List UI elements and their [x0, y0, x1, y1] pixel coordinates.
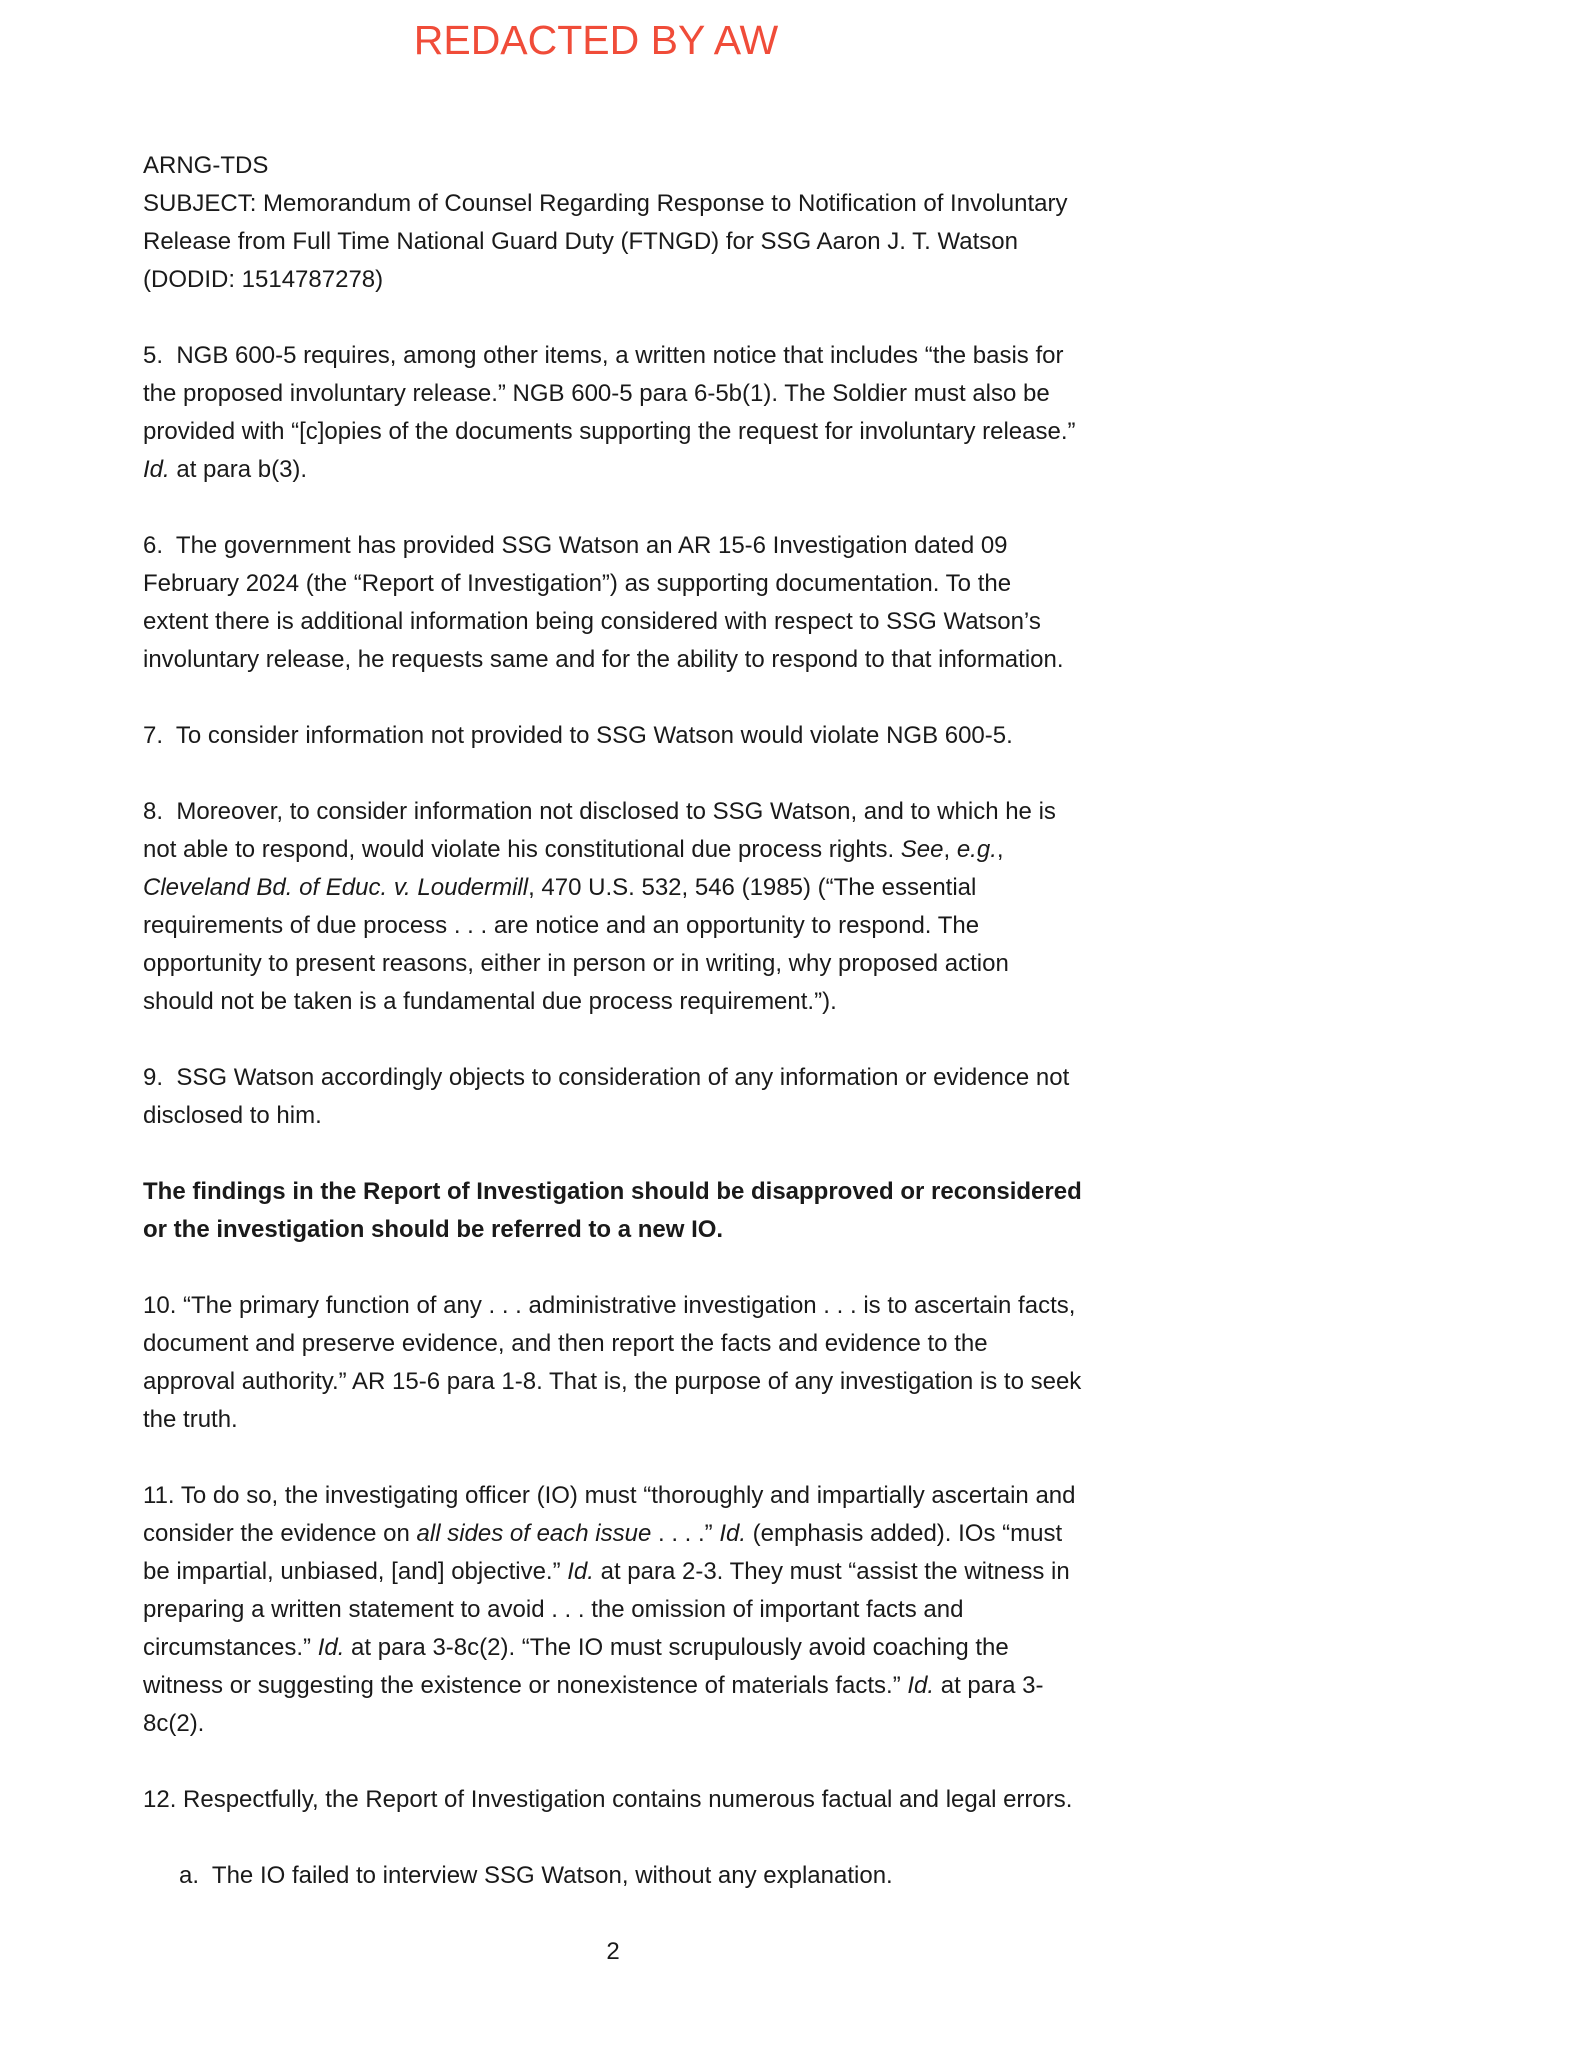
paragraph: 5. NGB 600-5 requires, among other items, a written notice that includes “the basis for the proposed involuntary release.” NGB 600-5 para 6-5b(1). The Soldier must also be provided with “[c]opies of the documents supporting the request for involuntary release.” Id. at para b(3). [143, 342, 1083, 483]
paragraph: 11. To do so, the investigating officer (IO) must “thoroughly and impartially ascertain and consider the evidence on all sides of each issue . . . .” Id. (emphasis added). IOs “must be impartial, unbiased, [and] objective.” Id. at para 2-3. They must “assist the witness in preparing a written statement to avoid . . . the omission of important facts and circumstances.” Id. at para 3-8c(2). “The IO must scrupulously avoid coaching the witness or suggesting the existence or nonexistence of materials facts.” Id. at para 3-8c(2). [143, 1482, 1083, 1737]
subject-line: SUBJECT: Memorandum of Counsel Regarding Response to Notification of Involuntary Release from Full Time National Guard Duty (FTNGD) for SSG Aaron J. T. Watson (DODID: 1514787278) [143, 190, 1075, 293]
paragraph: 7. To consider information not provided to SSG Watson would violate NGB 600-5. [143, 722, 1013, 749]
office-symbol: ARNG-TDS [143, 152, 269, 179]
memo-body [143, 337, 1089, 1895]
memo-content [143, 147, 1089, 1971]
paragraph: 10. “The primary function of any . . . administrative investigation . . . is to ascertain facts, document and preserve evidence, and then report the facts and evidence to the approval authority.” AR 15-6 para 1-8. That is, the purpose of any investigation is to seek the truth. [143, 1292, 1088, 1433]
italic-text: Id. [317, 1634, 345, 1661]
italic-text: e.g. [956, 836, 997, 863]
paragraph: 12. Respectfully, the Report of Investigation contains numerous factual and legal errors. [143, 1786, 1073, 1813]
sub-paragraph: a. The IO failed to interview SSG Watson, without any explanation. [179, 1862, 893, 1889]
italic-text: Id. [143, 456, 170, 483]
paragraph: 9. SSG Watson accordingly objects to consideration of any information or evidence not disclosed to him. [143, 1064, 1076, 1129]
page-number: 2 [606, 1938, 620, 1965]
italic-text: See [900, 836, 944, 863]
section-heading: The findings in the Report of Investigation should be disapproved or reconsidered or the investigation should be referred to a new IO. [143, 1178, 1089, 1243]
paragraph: 6. The government has provided SSG Watson an AR 15-6 Investigation dated 09 February 2024 (the “Report of Investigation”) as supporting documentation. To the extent there is additional information being considered with respect to SSG Watson’s involuntary release, he requests same and for the ability to respond to that information. [143, 532, 1064, 673]
italic-text: Id. [907, 1672, 935, 1699]
paragraph: 8. Moreover, to consider information not disclosed to SSG Watson, and to which he is not able to respond, would violate his constitutional due process rights. See, e.g., Cleveland Bd. of Educ. v. Loudermill, 470 U.S. 532, 546 (1985) (“The essential requirements of due process . . . are notice and an opportunity to respond. The opportunity to present reasons, either in person or in writing, why proposed action should not be taken is a fundamental due process requirement.”). [143, 798, 1063, 1015]
italic-text: Id. [719, 1520, 747, 1547]
italic-text: all sides of each issue [416, 1520, 652, 1547]
italic-text: Id. [567, 1558, 594, 1585]
italic-text: Cleveland Bd. of Educ. v. Loudermill [143, 874, 529, 901]
redaction-banner: REDACTED BY AW [413, 17, 779, 63]
